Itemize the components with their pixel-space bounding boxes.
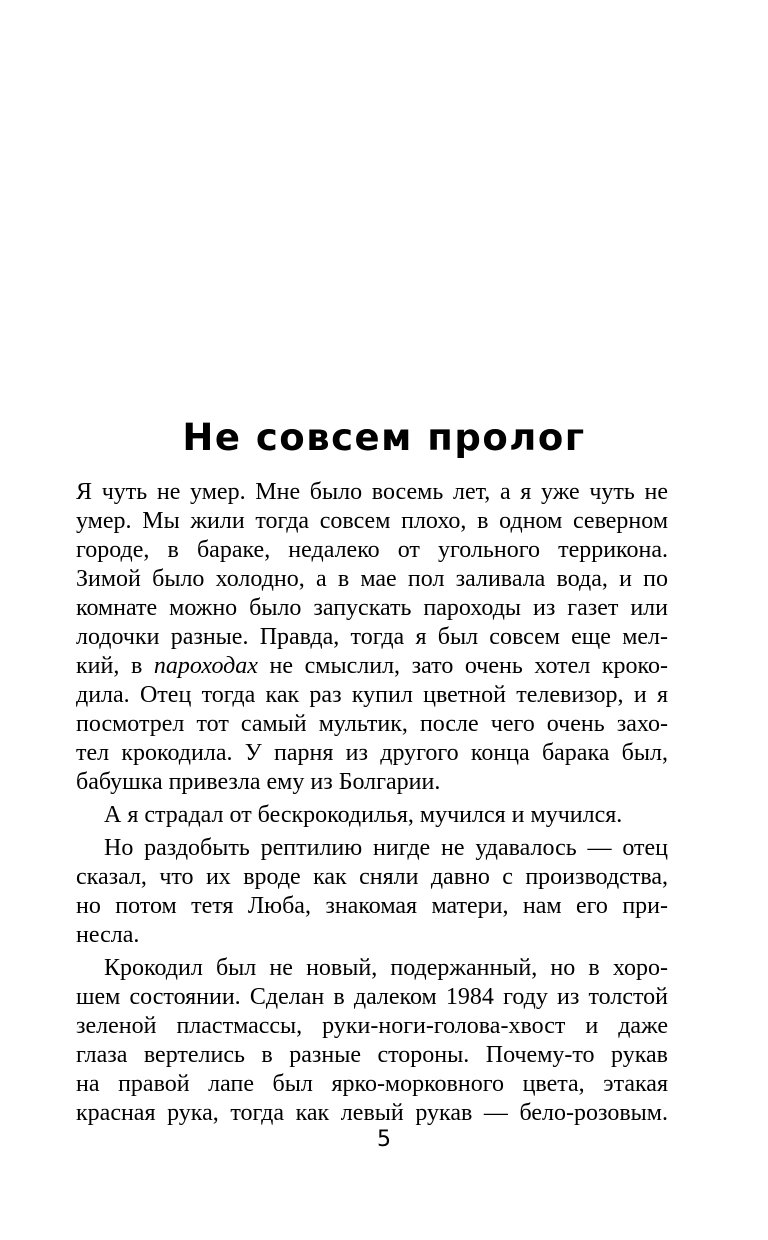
text-line: но потом тетя Люба, знакомая матери, нам его при-: [76, 893, 668, 919]
page-number: 5: [377, 1127, 391, 1152]
text-line: красная рука, тогда как левый рукав — бело-розовым.: [76, 1100, 668, 1126]
text-line: на правой лапе был ярко-морковного цвета, этакая: [76, 1071, 668, 1097]
text-line: несла.: [76, 922, 140, 948]
text-line: тел крокодила. У парня из другого конца барака был,: [76, 740, 668, 766]
paragraph: [76, 801, 668, 830]
text-line: Но раздобыть рептилию нигде не удавалось — отец: [104, 835, 668, 861]
text-line: умер. Мы жили тогда совсем плохо, в одном северном: [76, 508, 668, 534]
text-line: бабушка привезла ему из Болгарии.: [76, 769, 441, 795]
text-segment: кий, в: [76, 653, 154, 679]
text-line: зеленой пластмассы, руки-ноги-голова-хвост и даже: [76, 1013, 668, 1039]
paragraph: [76, 478, 668, 797]
text-line: Крокодил был не новый, подержанный, но в хоро-: [104, 955, 668, 981]
text-line: посмотрел тот самый мультик, после чего очень захо-: [76, 711, 668, 737]
text-line: [76, 652, 668, 681]
paragraph: [76, 954, 668, 1128]
text-segment: не смыслил, зато очень хотел кроко-: [257, 653, 668, 679]
chapter-title: Не совсем пролог: [182, 416, 586, 459]
text-line: А я страдал от бескрокодилья, мучился и мучился.: [104, 802, 623, 828]
text-line: лодочки разные. Правда, тогда я был совсем еще мел-: [76, 624, 668, 650]
text-line: городе, в бараке, недалеко от угольного терриконa.: [76, 537, 668, 563]
chapter-body: [76, 478, 668, 1128]
text-line: глаза вертелись в разные стороны. Почему-то рукав: [76, 1042, 668, 1068]
text-line: сказал, что их вроде как сняли давно с производства,: [76, 864, 668, 890]
emphasized-word: пароходах: [153, 653, 258, 679]
text-line: дила. Отец тогда как раз купил цветной телевизор, и я: [76, 682, 668, 708]
text-line: комнате можно было запускать пароходы из газет или: [76, 595, 668, 621]
text-line: Я чуть не умер. Мне было восемь лет, а я уже чуть не: [76, 479, 668, 505]
paragraph: [76, 834, 668, 950]
text-line: шем состоянии. Сделан в далеком 1984 году из толстой: [76, 984, 668, 1010]
text-line: Зимой было холодно, а в мае пол заливала вода, и по: [76, 566, 668, 592]
